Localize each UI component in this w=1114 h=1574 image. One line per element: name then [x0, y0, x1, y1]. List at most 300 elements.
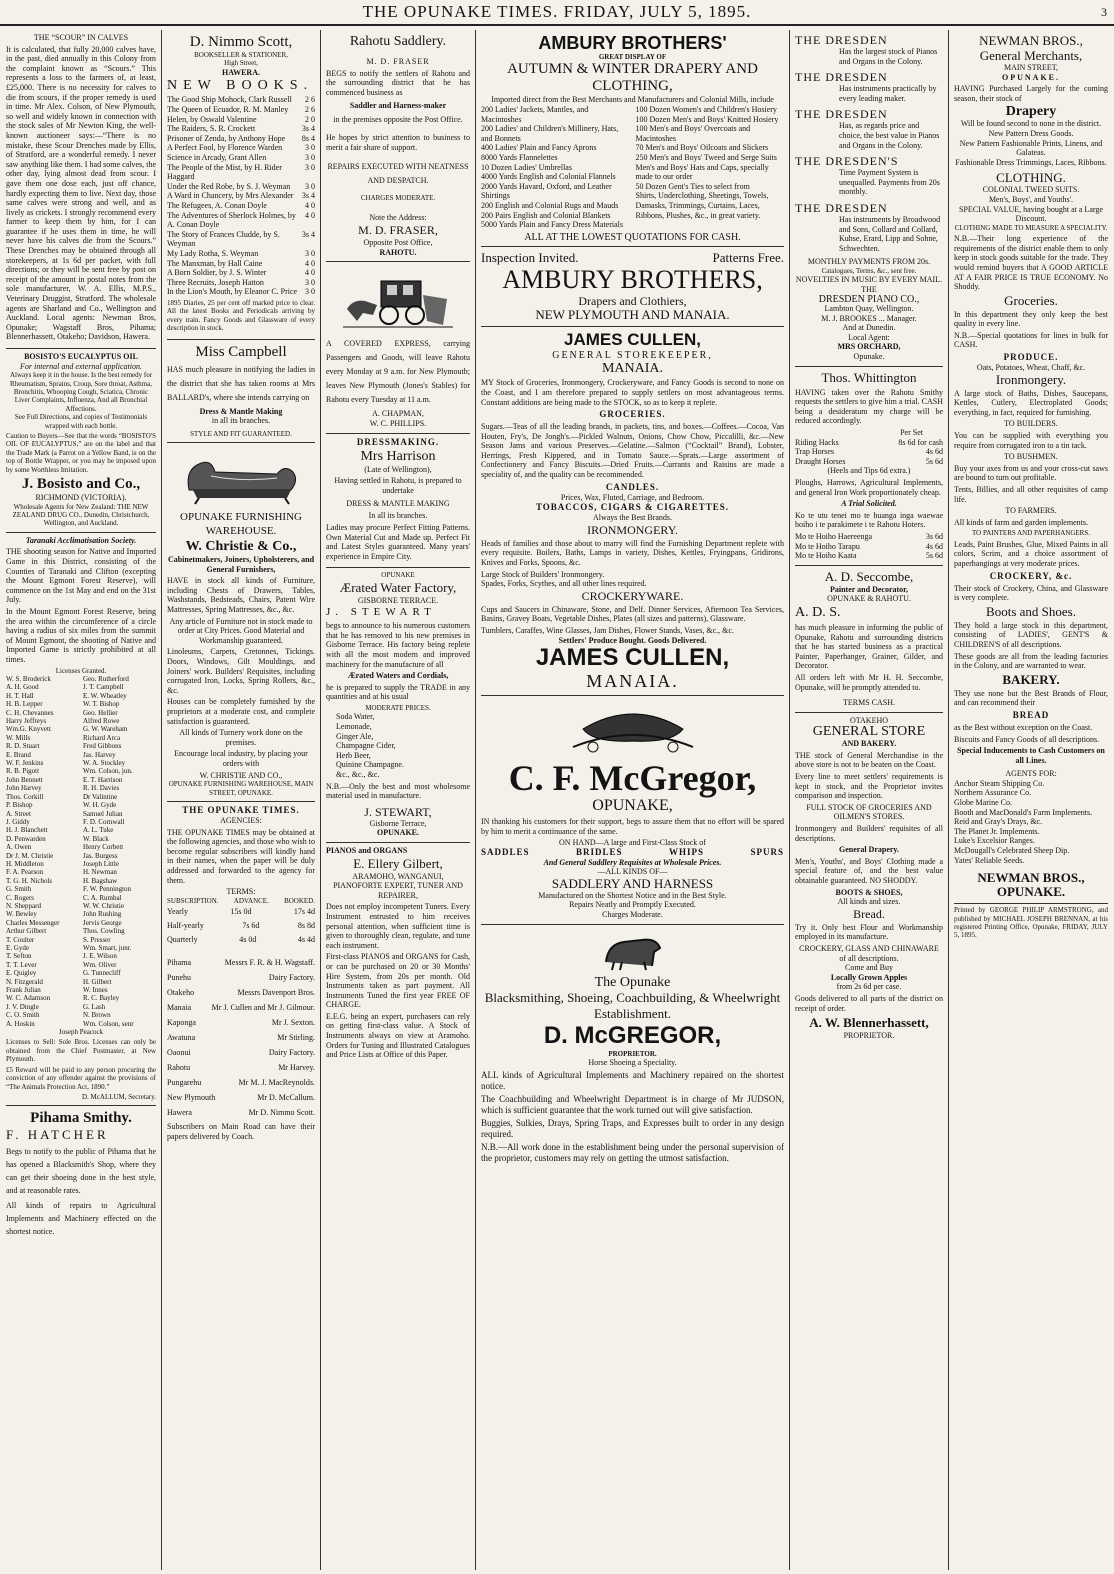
stock-item: 8000 Yards Flannelettes — [481, 152, 558, 162]
times-body: THE OPUNAKE TIMES may be obtained at the following agencies, and those who wish to become regular subscribers will kindly hand in their names, when the paper will be duly addressed and forwarded to the agency for them. — [167, 827, 315, 885]
saddlery-body: BEGS to notify the settlers of Rahotu and the surrounding district that he has commenced business as — [326, 68, 470, 97]
times-agencies-heading: AGENCIES: — [220, 815, 262, 825]
agency-agent: Mr Stirling. — [277, 1033, 315, 1043]
otakeho-store-ad — [795, 713, 943, 1045]
licenses-note: Licenses to Sell: Sole Bros. Licenses can only be obtained from the Chief Postmaster, at New Plymouth. — [6, 1038, 156, 1064]
cullen-name: JAMES CULLEN, — [564, 330, 701, 350]
mcg-body: IN thanking his customers for their support, begs to assure them that no effort will be spared by him to merit a continuance of the same. — [481, 817, 784, 836]
book-title: The Adventures of Sherlock Holmes, by A. Conan Doyle — [167, 210, 296, 230]
agent-item: Northern Assurance Co. — [954, 788, 1032, 798]
otak-bakery: AND BAKERY. — [841, 739, 897, 749]
book-title: A Ward in Chancery, by Mrs Alexander — [167, 191, 294, 201]
aer-sign-town: OPUNAKE. — [377, 828, 419, 838]
campbell-branches: in all its branches. — [211, 416, 271, 426]
whitt-maori: Ko te utu tenei mo te huanga inga waewae hoiho i te parakimete i te Rahotu Hoters. — [795, 510, 943, 530]
piano-head: PIANOS and ORGANS — [326, 845, 408, 855]
builders-body: You can be supplied with everything you require from corrugated iron to a tin tack. — [954, 431, 1108, 450]
dresden-ad — [795, 30, 943, 367]
otak-bread: Bread. — [853, 906, 885, 921]
license-name: John Bennett — [6, 775, 43, 784]
iron-head: IRONMONGERY. — [587, 522, 678, 537]
license-name: W. W. Christie — [83, 901, 124, 910]
license-name: Wm. Colson, jun. — [83, 767, 133, 776]
bosisto-agents: Wholesale Agents for New Zealand: THE NEW ZEALAND DRUG CO., Dunedin, Christchurch, Wellington, and Auckland. — [12, 502, 150, 528]
license-name: J. Giddy — [6, 817, 30, 826]
license-name: Thos. Corkill — [6, 792, 44, 801]
candles-head: CANDLES. — [605, 481, 660, 492]
times-note: Subscribers on Main Road can have their papers delivered by Coach. — [167, 1122, 315, 1141]
groceries-head: GROCERIES. — [599, 409, 666, 420]
license-name: G. Smith — [6, 885, 32, 894]
license-name: H. B. Lepper — [6, 700, 43, 709]
iron-body-3: Spades, Forks, Scythes, and all other lines required. — [481, 579, 647, 589]
aerated-water-ad — [326, 568, 470, 843]
license-name: Joseph Little — [83, 859, 119, 868]
column-7 — [950, 30, 1112, 1570]
campbell-trade: Dress & Mantle Making — [199, 406, 283, 416]
license-name: W. Mills — [6, 733, 31, 742]
book-row — [167, 259, 315, 269]
license-name: R. B. Pigott — [6, 767, 40, 776]
price-value: 4s 6d — [925, 447, 943, 457]
christie-body-2: Any article of Furniture not in stock made to order at City Prices. Good Material and Workmanship guaranteed. — [169, 616, 313, 645]
column-rule — [161, 30, 162, 1570]
dresden-item — [795, 107, 943, 150]
smithy-title: Pihama Smithy. — [30, 1110, 132, 1127]
book-price: 3 0 — [305, 248, 315, 258]
dmcg-body-3: Buggies, Sulkies, Drays, Spring Traps, and Expresses built to order in any design required. — [481, 1117, 784, 1139]
d-mcgregor-ad — [481, 925, 784, 1170]
page-number: 3 — [1101, 5, 1108, 19]
christie-body-6: Encourage local industry, by placing your orders with — [174, 749, 308, 768]
dresden-agent: Local Agent: — [848, 332, 890, 342]
christie-body: HAVE in stock all kinds of Furniture, including Chests of Drawers, Tables, Washstands, Bedsteads, Chairs, Patent Wire Mattresses, Spring Mattresses, &c., &c. — [167, 576, 315, 615]
license-name: C. H. Chevannes — [6, 708, 54, 717]
otak-goods: Goods delivered to all parts of the district on receipt of order. — [795, 993, 943, 1013]
otak-drapery-body: Men's, Youths', and Boys' Clothing made a special feature of, and the best value obtainable guaranteed. NO SHODDY. — [795, 856, 943, 885]
terms-cell: Quarterly — [167, 935, 198, 945]
agency-agent: Mr D. McCallum. — [257, 1093, 315, 1103]
book-price: 3 0 — [305, 143, 315, 153]
saddlery-item: WHIPS — [668, 846, 704, 857]
aer-title: Ærated Water Factory, — [339, 579, 457, 595]
stock-item: 70 Men's and Boys' Oilcoats and Slickers — [635, 143, 769, 153]
license-name: Henry Corbett — [83, 843, 124, 852]
agency-agent: Messrs F. R. & H. Wagstaff. — [224, 958, 315, 968]
aer-sign-addr: Gisborne Terrace, — [369, 818, 427, 828]
stock-item: 5000 Yards Plain and Fancy Dress Materials — [481, 220, 623, 230]
ambury-drapers: Drapers and Clothiers, — [578, 294, 687, 309]
boots-head: Boots and Shoes. — [986, 603, 1076, 619]
seccombe-ad — [795, 566, 943, 713]
book-price: 2 0 — [305, 114, 315, 124]
crock-head: CROCKERYWARE. — [581, 588, 684, 603]
mcg-charges: Charges Moderate. — [602, 909, 663, 919]
license-name: J. E. Wilson — [83, 952, 117, 961]
ambury-title: AMBURY BROTHERS' — [538, 33, 727, 53]
book-row — [167, 182, 315, 192]
terms-table — [167, 905, 315, 947]
book-title: The People of the Mist, by H. Rider Haggard — [167, 162, 282, 182]
drink-item: Soda Water, — [336, 712, 375, 722]
secc-town: OPUNAKE & RAHOTU. — [827, 594, 911, 604]
license-name: H. J. Blanchett — [6, 826, 48, 835]
license-name: W. Bewley — [6, 910, 37, 919]
pihama-smithy-ad — [6, 1106, 156, 1244]
license-name: J. T. Campbell — [83, 683, 124, 692]
stock-item: 100 Dozen Men's and Boys' Knitted Hosiery — [635, 114, 779, 124]
harrison-branches: In all its branches. — [368, 511, 428, 521]
farmers-body: All kinds of farm and garden implements. — [954, 517, 1088, 527]
bosisto-ad — [6, 349, 156, 533]
iron-head: Ironmongery. — [995, 371, 1067, 387]
terms-row — [167, 933, 315, 947]
agency-row — [167, 955, 315, 970]
newman-body: HAVING Purchased Largely for the coming season, their stock of — [954, 84, 1108, 103]
stock-item: 200 Ladies' Jackets, Mantles, and Macintoshes — [481, 105, 589, 124]
book-title: The Refugees, A. Conan Doyle — [167, 200, 267, 210]
scour-title: THE “SCOUR” IN CALVES — [33, 33, 129, 42]
masthead-title: THE OPUNAKE TIMES. FRIDAY, JULY 5, 1895. — [362, 2, 752, 21]
license-name: H. Newman — [83, 868, 117, 877]
book-row — [167, 201, 315, 211]
book-title: The Raiders, S. R. Crockett — [167, 124, 256, 134]
stock-item: 200 Pairs English and Colonial Blankets — [481, 210, 611, 220]
groceries-body: Sugars.—Teas of all the leading brands, in packets, tins, and boxes.—Coffees.—Cocoa, Van Houten, Fry's, De Jongh's.—Pickled Walnuts, Onions, Chow Chow, Piccalilli, &c.—New Season Jams and various Preserves.—Gelatine.—Salmon (“Cocktail” Brand), Lobster, Herrings, Fresh Kippered, and in Tomato Sauce.—Sprats.—Large assortment of Confectionery and Fancy Biscuits.—Dried Fruits.—Currants and Raisins are made a speciality of, and the quality can be recommended. — [481, 422, 784, 480]
license-name: Geo. Rutherford — [83, 675, 129, 683]
dresden-item-name: THE DRESDEN — [795, 107, 888, 122]
drink-item: Quinine Champagne. — [336, 760, 404, 770]
agency-row — [167, 1030, 315, 1045]
dresden-item-name: THE DRESDEN — [795, 33, 888, 47]
drapery-laces: Fashionable Dress Trimmings, Laces, Ribbons. — [955, 157, 1107, 167]
piano-body-3: E.E.G. being an expert, purchasers can rely on getting first-class value. A Stock of Instruments always on view at Aramoho. Orders for Tuning and Illustrated Catalogues and Price Lists at Office of this Paper. — [326, 1011, 470, 1060]
dresden-music: NOVELTIES IN MUSIC BY EVERY MAIL. — [795, 275, 943, 285]
dmcg-nb: N.B.—All work done in the establishment being under the personal supervision of the proprietor, customers may rely on getting the utmost satisfaction. — [481, 1141, 784, 1163]
license-name: Dr Valintine — [83, 792, 118, 801]
ambury-stock — [481, 105, 784, 230]
smithy-body-2: All kinds of repairs to Agricultural Implements and Machinery effected on the shortest notice. — [6, 1201, 156, 1237]
license-name: H. Gilbert — [83, 977, 112, 986]
whitt-heels: (Heels and Tips 6d extra.) — [827, 466, 911, 476]
license-name: T. G. H. Nichols — [6, 876, 53, 885]
bsmith-town: The Opunake — [594, 974, 671, 990]
license-name: R. D. Stuart — [6, 742, 40, 751]
saddlery-title: Rahotu Saddlery. — [349, 34, 447, 49]
agency-row — [167, 1105, 315, 1120]
clothing-nb: N.B.—Their long experience of the requirements of the district enable them to only keep in stock goods suitable for the trade. They would remind buyers that A GOOD ARTICLE AT A FAIR PRICE IS TRUE ECONOMY. No Shoddy. — [954, 234, 1108, 292]
license-name: John Rushing — [83, 910, 122, 919]
bushmen-head: TO BUSHMEN. — [1004, 452, 1058, 462]
painters-body: Leads, Paint Brushes, Glue, Mixed Paints in all colors, Scrim, and a choice assortment of paperhangings at very moderate prices. — [954, 539, 1108, 568]
saddlery-body-2: in the premises opposite the Post Office. — [333, 115, 463, 125]
aer-body: begs to announce to his numerous customers that he has removed to his new premises in Gisborne Terrace. His factory being replete with all the most modern and improved machinery for the manufacture of all — [326, 621, 470, 669]
times-agencies — [167, 802, 315, 1147]
terms-row — [167, 905, 315, 919]
express-sign-1: A. CHAPMAN, — [372, 409, 424, 419]
license-name: T. T. Lever — [6, 960, 37, 969]
column-2 — [163, 30, 319, 1570]
price-label: Mo te Hoiho Tarapu — [795, 541, 860, 551]
column-6 — [791, 30, 947, 1570]
acclimatisation-notice — [6, 533, 156, 1106]
price-row — [795, 542, 943, 552]
dresden-catalogues: Catalogues, Terms, &c., sent free. — [821, 266, 917, 275]
price-label: Riding Hacks — [795, 437, 839, 447]
tobacco-body: Always the Best Brands. — [592, 513, 673, 523]
license-name: Wm. Colson, senr — [83, 1019, 134, 1028]
harrison-body: Having settled in Rahotu, is prepared to undertake — [334, 476, 462, 495]
otak-crock-body: of all descriptions. — [839, 953, 899, 963]
dresden-item-text: Has the largest stock of Pianos and Organs in the Colony. — [839, 47, 938, 66]
ambury-head: AUTUMN & WINTER DRAPERY AND CLOTHING, — [507, 61, 758, 95]
blenn-prop: PROPRIETOR. — [843, 1031, 895, 1041]
agency-place: Hawera — [167, 1108, 192, 1118]
aer-town: OPUNAKE — [381, 571, 415, 580]
scour-article — [6, 30, 156, 349]
license-name: Harry Jeffreys — [6, 717, 47, 726]
james-cullen-ad — [481, 327, 784, 696]
dresden-co: DRESDEN PIANO CO., — [818, 293, 920, 305]
book-price: 3 0 — [305, 152, 315, 162]
agents-head: AGENTS FOR: — [1005, 769, 1057, 779]
price-label: Mo te Hoiho Haereenga — [795, 531, 873, 541]
book-title: The Story of Frances Cludde, by S. Weyman — [167, 229, 280, 249]
agency-row — [167, 1090, 315, 1105]
column-rule — [475, 30, 476, 1570]
newman-title: NEWMAN BROS., — [979, 33, 1083, 48]
price-value: 3s 6d — [925, 531, 943, 541]
book-row — [167, 230, 315, 249]
agency-agent: Messrs Davenport Bros. — [237, 988, 315, 998]
license-name: R. H. Davies — [83, 784, 120, 793]
license-name: F. W. Pennington — [83, 885, 132, 894]
agency-place: Pihama — [167, 958, 191, 968]
accl-body: THE shooting season for Native and Imported Game in this District, consisting of the Counties of Taranaki and Clifton (excepting the Mount Egmont Forest Reserve), will commence on the 1st May and end on the 31st July. — [6, 547, 156, 605]
campbell-title: Miss Campbell — [195, 343, 287, 360]
dresden-monthly: MONTHLY PAYMENTS FROM 20s. — [807, 257, 931, 267]
campbell-style: STYLE AND FIT GUARANTEED. — [190, 429, 292, 438]
mcg-town: OPUNAKE, — [592, 797, 673, 815]
terms-cell: 4s 0d — [239, 935, 257, 945]
book-title: In the Lion's Mouth, by Eleanor C. Price — [167, 287, 298, 297]
license-name: John Harvey — [6, 784, 42, 793]
saddlery-body-3: He hopes by strict attention to business to merit a fair share of support. — [326, 132, 470, 152]
painters-head: TO PAINTERS AND PAPERHANGERS. — [972, 529, 1090, 538]
agency-row — [167, 985, 315, 1000]
terms-title: TERMS: — [226, 887, 256, 897]
license-name: Frank Julian — [6, 986, 41, 995]
sofa-illustration — [181, 450, 301, 506]
otak-apples: Locally Grown Apples — [830, 972, 908, 982]
agent-item: Anchor Steam Shipping Co. — [954, 778, 1045, 788]
mcg-hand: ON HAND—A large and First-Class Stock of — [559, 838, 706, 848]
bosisto-uses: Always keep it in the house. Is the best remedy for Rheumatism, Sprains, Croup, Sore throat, Asthma, Bronchitis, Whooping Cough, Sciatica, Chronic Liver Complaints, Influenza, And all Bronchial Affections. — [9, 371, 153, 413]
column-1 — [2, 30, 160, 1570]
column-3 — [322, 30, 474, 1570]
stock-item: 100 Men's and Boys' Overcoats and Macintoshes — [635, 124, 751, 143]
coach-illustration — [343, 269, 453, 333]
mcg-kinds: —ALL KINDS OF— — [597, 867, 668, 877]
license-name: W. H. Gyde — [83, 801, 117, 810]
license-name: Wm. Oliver — [83, 960, 117, 969]
smithy-body: Begs to notify to the public of Pihama that he has opened a Blacksmith's Shop, where they can get their shoeing done in the best style, and at reasonable rates. — [6, 1147, 156, 1196]
drink-item: Ginger Ale, — [336, 731, 374, 741]
harrison-trade: DRESS & MANTLE MAKING — [346, 499, 450, 509]
license-name: W. C. Adamson — [6, 994, 51, 1003]
book-row — [167, 278, 315, 288]
whitt-name: Thos. Whittington — [821, 369, 917, 385]
book-price: 3s 4 — [301, 124, 315, 134]
licenses-list — [6, 675, 156, 1028]
agency-place: Rahotu — [167, 1063, 191, 1073]
book-price: 3 0 — [305, 181, 315, 191]
license-name: W. Black — [83, 834, 109, 843]
otak-boots: BOOTS & SHOES, — [835, 887, 903, 897]
bushmen-body-2: Tents, Billies, and all other requisites of camp life. — [954, 485, 1108, 504]
agency-place: New Plymouth — [167, 1093, 216, 1103]
license-name: W. S. Broderick — [6, 675, 51, 683]
stock-item: 50 Dozen Gent's Ties to select from — [635, 181, 750, 191]
cf-mcgregor-ad — [481, 696, 784, 924]
aer-note: N.B.—Only the best and most wholesome material used in manufacture. — [326, 781, 470, 801]
secc-terms: TERMS CASH. — [842, 698, 895, 708]
bosisto-sub: For internal and external application. — [20, 361, 142, 371]
otak-boots-body: All kinds and sizes. — [837, 897, 901, 907]
agent-item: Globe Marine Co. — [954, 798, 1012, 808]
produce-body: Oats, Potatoes, Wheat, Chaff, &c. — [976, 363, 1086, 373]
book-row — [167, 105, 315, 115]
book-price: 4 0 — [305, 200, 315, 210]
biscuits: Biscuits and Fancy Goods of all descriptions. — [954, 734, 1100, 744]
dresden-item — [795, 201, 943, 253]
stock-item: 100 Dozen Women's and Children's Hosiery — [635, 105, 777, 114]
agency-place: Kaponga — [167, 1018, 196, 1028]
drapery-prints: New Pattern Fashionable Prints, Linens, and Galateas. — [959, 138, 1103, 158]
aer-trade: Ærated Waters and Cordials, — [347, 671, 449, 681]
boots-body-2: These goods are all from the leading factories in the Colony, and are warranted to wear. — [954, 651, 1108, 671]
whitt-trial: A Trial Solicited. — [841, 499, 897, 509]
express-sign-2: W. C. PHILLIPS. — [369, 418, 427, 428]
terms-cell: Half-yearly — [167, 921, 204, 931]
piano-town: ARAMOHO, WANGANUI, — [352, 871, 444, 881]
agency-agent: Mr M. J. MacReynolds. — [238, 1078, 315, 1088]
christie-body-4: Houses can be completely furnished by the proprietors at a moderate cost, and complete satisfaction is guaranteed. — [167, 697, 315, 726]
book-title: The Manxman, by Hall Caine — [167, 258, 263, 268]
book-row — [167, 191, 315, 201]
license-name: N. Sheppard — [6, 901, 41, 910]
saddlery-item: BRIDLES — [575, 846, 623, 857]
license-name: W. A. Stockley — [83, 759, 126, 768]
bosisto-title: BOSISTO'S EUCALYPTUS OIL — [24, 352, 138, 361]
newman-town: OPUNAKE. — [1002, 72, 1060, 82]
license-name: N. Fitzgerald — [6, 977, 43, 986]
stock-item: 400 Ladies' Plain and Fancy Aprons — [481, 143, 597, 153]
bushmen-body: Buy your axes from us and your cross-cut saws are bound to turn out profitable. — [954, 463, 1108, 483]
christie-body-5: All kinds of Turnery work done on the premises. — [179, 728, 303, 747]
licenses-last: Joseph Peacock — [58, 1028, 104, 1037]
bread-head: BREAD — [1012, 709, 1050, 720]
nimmo-town: HAWERA. — [221, 67, 260, 77]
license-name: Wm. Smart, junr. — [83, 944, 132, 952]
drapery-body: Will be found second to none in the district. — [960, 119, 1102, 129]
campbell-body: HAS much pleasure in notifying the ladies in the district that she has taken rooms at Mrs BALLARD's, where she intends carrying on — [167, 364, 315, 402]
ambury-patterns: Patterns Free. — [712, 250, 784, 266]
license-name: F. D. Cornwall — [83, 817, 125, 826]
smithy-name: F. HATCHER — [6, 1127, 109, 1143]
book-row — [167, 163, 315, 182]
license-name: Wm.G. Knyvett — [6, 725, 51, 734]
license-name: A. L. Tuke — [83, 826, 114, 835]
dmcg-name: D. McGREGOR, — [543, 1021, 722, 1049]
groc-head: Groceries. — [1004, 292, 1058, 308]
license-name: Thos. Cowling — [83, 927, 125, 936]
dresden-dunedin: And at Dunedin. — [842, 323, 896, 333]
bread-body: as the Best without exception on the Coast. — [954, 722, 1093, 732]
price-value: 5s 6d — [925, 551, 943, 561]
agent-item: McDougall's Celebrated Sheep Dip. — [954, 846, 1070, 856]
cullen-big-town: MANAIA. — [586, 671, 679, 692]
dresden-the: THE — [861, 284, 877, 294]
book-price: 4 0 — [305, 258, 315, 268]
license-name: Jas. Burgess — [83, 851, 118, 860]
saddlery-trade: Saddler and Harness-maker — [349, 101, 447, 111]
aer-drinks — [326, 712, 470, 779]
boots-body: They hold a large stock in this department, consisting of LADIES', GENT'S & CHILDREN'S of all descriptions. — [954, 620, 1108, 649]
aer-prices: MODERATE PRICES. — [365, 704, 431, 713]
book-price: 8s 4 — [301, 133, 315, 143]
christie-sign: W. CHRISTIE AND CO., — [199, 770, 283, 780]
crock-body-2: Tumblers, Caraffes, Wine Glasses, Jam Dishes, Flower Stands, Vases, &c., &c. — [481, 626, 734, 635]
dresden-mgr: M. J. BROOKES ... Manager. — [821, 313, 917, 323]
license-name: P. Bishop — [6, 801, 33, 810]
terms-head-0: SUBSCRIPTION. — [167, 896, 219, 905]
license-name: C. Rogers — [6, 893, 34, 902]
times-title: THE OPUNAKE TIMES. — [182, 804, 300, 815]
agency-row — [167, 1075, 315, 1090]
saddlery-item: SPURS — [750, 846, 784, 857]
secc-body: has much pleasure in informing the public of Opunake, Rahotu and surrounding districts that he has started business as a practical Painter, Paperhanger, Grainer, Gilder, and Decorator. — [795, 622, 943, 671]
agency-place: Oaonui — [167, 1048, 191, 1058]
imprint: Printed by GEORGE PHILIP ARMSTRONG, and published by MICHAEL JOSEPH BRENNAN, at his registered Printing Office, Opunake, FRIDAY, JULY 5, 1895. — [954, 903, 1108, 940]
dmcg-body-2: The Coachbuilding and Wheelwright Department is in charge of Mr JUDSON, which is sufficient guarantee that the work turned out will give satisfaction. — [481, 1093, 784, 1115]
dresden-item-text: Time Payment System is unequalled. Payments from 20s monthly. — [839, 168, 940, 197]
drink-item: Lemonade, — [336, 722, 372, 732]
agency-row — [167, 1045, 315, 1060]
agent-item: Reid and Gray's Drays, &c. — [954, 817, 1043, 827]
builders-head: TO BUILDERS. — [1004, 419, 1058, 429]
drink-item: Champagne Cider, — [336, 741, 396, 751]
column-4-5 — [477, 30, 788, 1570]
price-label: Trap Horses — [795, 447, 835, 457]
whitt-perset: Per Set — [900, 428, 923, 438]
ambury-import: Imported direct from the Best Merchants and Manufacturers and Colonial Mills, include — [491, 95, 774, 105]
ambury-quote: ALL AT THE LOWEST QUOTATIONS FOR CASH. — [524, 231, 741, 243]
dmcg-spec: Horse Shoeing a Speciality. — [588, 1057, 677, 1067]
license-name: H. Middleton — [6, 859, 44, 868]
whitt-maori-prices — [795, 532, 943, 561]
saddlery-opp: Opposite Post Office, — [363, 238, 433, 248]
clothing-measure: CLOTHING MADE TO MEASURE A SPECIALITY. — [954, 223, 1108, 232]
book-title: The Queen of Ecuador, R. M. Manley — [167, 105, 289, 114]
terms-cell: 17s 4d — [293, 907, 315, 917]
license-name: T. Coulter — [6, 935, 35, 944]
license-name: Arthur Gilbert — [6, 927, 47, 936]
column-rule — [320, 30, 321, 1570]
dresden-item-name: THE DRESDEN — [795, 200, 888, 215]
blenn-name: A. W. Blennerhassett, — [809, 1015, 929, 1031]
agency-list — [167, 955, 315, 1120]
